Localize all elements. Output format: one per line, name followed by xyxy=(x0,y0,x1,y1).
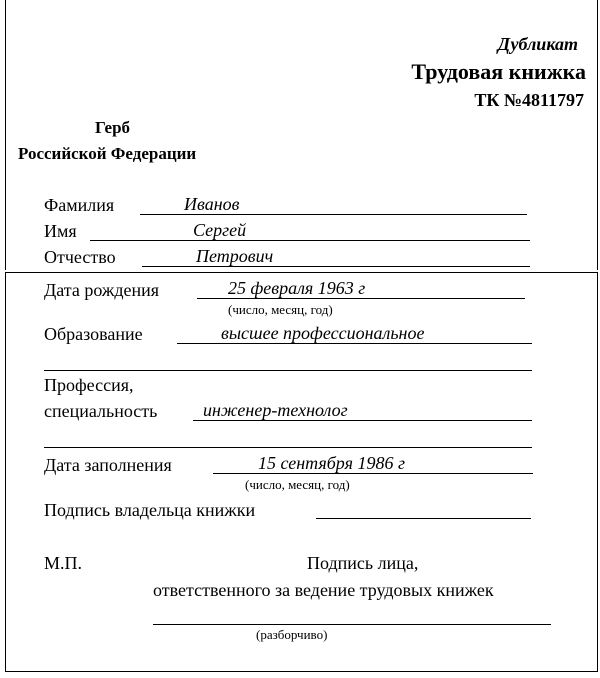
owner-signature-line xyxy=(316,518,531,519)
surname-label: Фамилия xyxy=(44,195,115,215)
coat-of-arms-line2: Российской Федерации xyxy=(18,144,197,163)
patronymic-label: Отчество xyxy=(44,247,116,267)
document-title: Трудовая книжка xyxy=(411,59,586,84)
coat-of-arms-line1: Герб xyxy=(95,118,131,137)
profession-extra-line xyxy=(44,447,532,448)
birth-date-label: Дата рождения xyxy=(44,280,160,300)
fill-date-value: 15 сентября 1986 г xyxy=(258,453,405,473)
education-label: Образование xyxy=(44,324,143,344)
name-label: Имя xyxy=(44,221,77,241)
birth-date-value: 25 февраля 1963 г xyxy=(228,278,366,298)
owner-signature-label: Подпись владельца книжки xyxy=(44,500,256,520)
stamp-label: М.П. xyxy=(44,553,83,573)
responsible-signature-line xyxy=(153,624,551,625)
patronymic-value: Петрович xyxy=(196,246,274,266)
profession-value: инженер-технолог xyxy=(203,400,348,420)
profession-label-line2: специальность xyxy=(44,401,158,421)
education-value: высшее профессиональное xyxy=(221,323,425,343)
name-line xyxy=(90,240,530,241)
education-extra-line xyxy=(44,370,532,371)
duplicate-label: Дубликат xyxy=(497,34,578,54)
fill-date-hint: (число, месяц, год) xyxy=(245,477,350,492)
surname-value: Иванов xyxy=(184,194,240,214)
document-number: ТК №4811797 xyxy=(474,90,584,110)
fill-date-label: Дата заполнения xyxy=(44,455,172,475)
name-value: Сергей xyxy=(193,220,247,240)
responsible-signature-label: Подпись лица, xyxy=(307,553,419,573)
responsible-signature-caption: ответственного за ведение трудовых книжек xyxy=(153,580,494,600)
legible-hint: (разборчиво) xyxy=(256,627,328,642)
profession-label-line1: Профессия, xyxy=(44,375,134,395)
birth-date-hint: (число, месяц, год) xyxy=(228,302,333,317)
